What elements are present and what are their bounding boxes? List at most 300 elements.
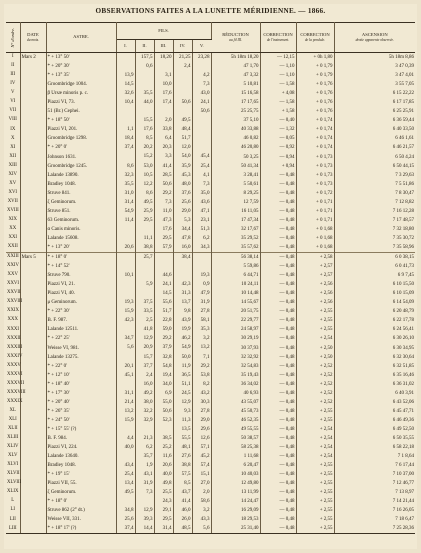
row-reduction: 50 3,25 xyxy=(211,153,260,162)
row-number: II xyxy=(6,62,20,71)
header-wire-4: IV. xyxy=(173,40,192,53)
table-row xyxy=(6,216,415,225)
row-star-name: Piazzi VI, 21. xyxy=(46,280,116,289)
row-star-name: Lalande 12511. xyxy=(46,325,116,334)
row-wire-1: 25,6 xyxy=(116,515,135,524)
row-star-name: * + 26° 35' xyxy=(46,407,116,416)
row-star-name: * + 14° 52' xyxy=(46,262,116,271)
row-wire-5: 35,3 xyxy=(192,325,211,334)
row-wire-4: 51,7 xyxy=(173,134,192,143)
row-instrument-correction: — 0,48 xyxy=(260,289,296,298)
row-wire-4: 12,9 xyxy=(173,398,192,407)
row-wire-2: 7,3 xyxy=(135,488,154,497)
table-row xyxy=(6,143,415,152)
row-wire-4: 11,3 xyxy=(173,416,192,425)
row-reduction: 17 47,34 xyxy=(211,216,260,225)
row-right-ascension: 7 32 18,80 xyxy=(392,226,415,232)
row-wire-3: 47,3 xyxy=(154,216,173,225)
row-wire-3: 50,6 xyxy=(154,407,173,416)
row-wire-3: 37,9 xyxy=(154,344,173,353)
row-right-ascension: 3 55 7,05 xyxy=(395,82,415,88)
row-star-name: Groombridge 1004. xyxy=(46,80,116,89)
row-right-ascension: 6 17 17,85 xyxy=(392,100,415,106)
row-reduction: 6 20,47 xyxy=(211,461,260,470)
row-wire-3: 41,4 xyxy=(154,162,173,171)
row-clock-correction: + 2,52 xyxy=(296,362,334,371)
row-wire-1: 34,8 xyxy=(116,506,135,515)
row-star-name: * + 15° 55' (?) xyxy=(46,425,116,434)
row-wire-4: 45,3 xyxy=(173,171,192,180)
table-row xyxy=(6,280,415,289)
row-clock-correction: + 2,55 xyxy=(296,461,334,470)
table-row xyxy=(6,515,415,524)
row-instrument-correction: — 0,48 xyxy=(260,189,296,198)
row-number: XIX xyxy=(6,216,20,225)
row-wire-5 xyxy=(192,116,211,125)
row-date xyxy=(20,325,46,334)
row-star-name: Weisse VII, 331. xyxy=(46,515,116,524)
table-row xyxy=(6,80,415,89)
header-right-ascension: ASCENSION droite apparente observée. xyxy=(334,23,415,53)
row-star-name: * + 20° 40' xyxy=(46,398,116,407)
row-number: XIII xyxy=(6,162,20,171)
row-date xyxy=(20,497,46,506)
row-wire-2: 33,5 xyxy=(135,307,154,316)
row-right-ascension: 7 25 28,36 xyxy=(334,524,415,534)
table-row xyxy=(6,125,415,134)
row-clock-correction: + 0 1,71 xyxy=(296,216,334,225)
row-date xyxy=(20,316,46,325)
row-date xyxy=(20,334,46,343)
row-clock-correction: + 2,52 xyxy=(296,380,334,389)
row-reduction: 14 55,67 xyxy=(211,298,260,307)
row-wire-1: 32,6 xyxy=(116,89,135,98)
header-clock-correction: CORRECTION de la pendule. xyxy=(296,23,334,53)
row-right-ascension: 6 58 22,18 xyxy=(392,445,415,451)
row-date xyxy=(20,107,46,116)
row-wire-1 xyxy=(116,425,135,434)
row-wire-1 xyxy=(116,353,135,362)
row-wire-1: 43,4 xyxy=(116,461,135,470)
row-wire-3: 20,3 xyxy=(154,143,173,152)
row-star-name: Bradley 1048. xyxy=(46,180,116,189)
row-wire-3 xyxy=(154,62,173,71)
row-wire-3: 29,5 xyxy=(154,515,173,524)
row-reduction: 46 20,80 xyxy=(211,143,260,152)
row-right-ascension: 6 45 47,71 xyxy=(392,408,415,414)
row-star-name: Struve 862 (2° dt.) xyxy=(46,506,116,515)
row-right-ascension: 6 46 49,36 xyxy=(392,417,415,423)
row-reduction: 43 55,07 xyxy=(211,398,260,407)
row-star-name: 51 (Br.) Cephei. xyxy=(46,107,116,116)
row-reduction: 8 29,25 xyxy=(211,189,260,198)
row-instrument-correction: — 0,48 xyxy=(260,524,296,534)
row-reduction: 30 37,93 xyxy=(211,344,260,353)
row-wire-5: 43,0 xyxy=(192,89,211,98)
row-wire-5: 58,6 xyxy=(192,497,211,506)
row-wire-3: 52,3 xyxy=(154,416,173,425)
row-wire-4 xyxy=(173,107,192,116)
row-wire-4: 9,8 xyxy=(173,307,192,316)
row-wire-5: 6,2 xyxy=(192,234,211,243)
row-wire-3: 34,0 xyxy=(154,380,173,389)
row-wire-4: 38,4 xyxy=(173,253,192,263)
table-row xyxy=(6,89,415,98)
row-wire-5: 4,1 xyxy=(192,171,211,180)
row-wire-2 xyxy=(135,425,154,434)
row-reduction: 24 58,97 xyxy=(211,325,260,334)
row-instrument-correction: — 0,48 xyxy=(260,506,296,515)
row-reduction: 5 59,86 xyxy=(211,262,260,271)
row-wire-1 xyxy=(116,262,135,271)
row-wire-3: 59,0 xyxy=(154,325,173,334)
row-wire-2: 10,5 xyxy=(135,171,154,180)
row-right-ascension: 6 24 56,41 xyxy=(392,327,415,333)
row-wire-4: 41,4 xyxy=(173,497,192,506)
row-number: XI xyxy=(6,143,20,152)
row-number: V xyxy=(6,89,20,98)
row-right-ascension: 7 5 51,86 xyxy=(395,181,415,187)
row-wire-2: 32,9 xyxy=(135,416,154,425)
row-instrument-correction: — 0,48 xyxy=(260,207,296,216)
row-number: XXXI xyxy=(6,325,20,334)
row-reduction: 30 29,19 xyxy=(211,334,260,343)
row-wire-4: 48,5 xyxy=(173,524,192,534)
row-right-ascension: 6 46 21,57 xyxy=(392,145,415,151)
row-instrument-correction: — 1,58 xyxy=(260,98,296,107)
row-number: XXXIV xyxy=(6,353,20,362)
row-star-name: Lalande 13640. xyxy=(46,452,116,461)
row-instrument-correction: — 0,48 xyxy=(260,198,296,207)
row-number: XXI xyxy=(6,234,20,243)
row-number: XLIV xyxy=(6,443,20,452)
row-wire-1 xyxy=(116,153,135,162)
row-date xyxy=(20,434,46,443)
row-wire-3 xyxy=(154,262,173,271)
row-wire-5: 47,9 xyxy=(192,289,211,298)
row-date xyxy=(20,234,46,243)
row-star-name: * + 12° 10' xyxy=(46,371,116,380)
row-wire-1: 49,5 xyxy=(116,488,135,497)
row-wire-5: 0,9 xyxy=(192,280,211,289)
row-number: XVI xyxy=(6,189,20,198)
table-row xyxy=(6,262,415,271)
row-wire-5: 45,2 xyxy=(192,452,211,461)
row-clock-correction: + 2,55 xyxy=(296,524,334,534)
row-wire-4: 35,9 xyxy=(173,162,192,171)
row-wire-4: 38,8 xyxy=(173,461,192,470)
table-row xyxy=(6,524,415,534)
row-right-ascension: 6 43 52,06 xyxy=(392,399,415,405)
row-number: XLVIII xyxy=(6,479,20,488)
row-date xyxy=(20,307,46,316)
row-instrument-correction: — 1,10 xyxy=(260,71,296,80)
row-wire-5: 34,3 xyxy=(192,243,211,253)
row-instrument-correction: — 0,92 xyxy=(260,143,296,152)
row-number: L xyxy=(6,497,20,506)
row-instrument-correction: — 0,48 xyxy=(260,425,296,434)
row-wire-2: 35,7 xyxy=(135,452,154,461)
row-right-ascension: 6 15 22,22 xyxy=(392,91,415,97)
row-wire-2: 31,9 xyxy=(135,479,154,488)
row-star-name: * + 13° 35' xyxy=(46,71,116,80)
row-reduction: 16 29,09 xyxy=(211,506,260,515)
row-reduction: 40 6,93 xyxy=(211,389,260,398)
row-instrument-correction: — 0,48 xyxy=(260,243,296,253)
row-wire-5 xyxy=(192,62,211,71)
row-right-ascension: 7 13 8,97 xyxy=(395,490,415,496)
row-wire-1: 4,4 xyxy=(116,434,135,443)
row-instrument-correction: — 0,48 xyxy=(260,515,296,524)
row-wire-3: 17,6 xyxy=(154,89,173,98)
table-row xyxy=(6,434,415,443)
row-wire-1 xyxy=(116,452,135,461)
row-clock-correction: + 2,55 xyxy=(296,479,334,488)
row-clock-correction: + 2,57 xyxy=(296,271,334,280)
row-instrument-correction: + 0,94 xyxy=(260,162,296,171)
row-wire-4: 19,9 xyxy=(173,325,192,334)
row-wire-3: 6,9 xyxy=(154,389,173,398)
row-wire-2: 32,2 xyxy=(135,407,154,416)
row-right-ascension: 7 1 8,64 xyxy=(397,454,415,460)
row-number: XLVII xyxy=(6,470,20,479)
row-wire-4: 54,9 xyxy=(173,344,192,353)
row-wire-5: 25,4 xyxy=(192,162,211,171)
header-wire-5: V. xyxy=(192,40,211,53)
row-wire-3: 33,8 xyxy=(154,125,173,134)
row-number: XXVII xyxy=(6,289,20,298)
table-row xyxy=(6,62,415,71)
row-wire-1: 10,1 xyxy=(116,271,135,280)
row-clock-correction: + 2,55 xyxy=(296,325,334,334)
row-number: LII xyxy=(6,515,20,524)
row-star-name: Struve 841. xyxy=(46,189,116,198)
row-instrument-correction: — 1,58 xyxy=(260,80,296,89)
table-row xyxy=(6,443,415,452)
row-wire-5: 43,6 xyxy=(192,198,211,207)
row-wire-4: 37,6 xyxy=(173,189,192,198)
row-wire-3: 29,1 xyxy=(154,506,173,515)
row-wire-3: 17,4 xyxy=(154,98,173,107)
row-wire-1: 35,5 xyxy=(116,180,135,189)
row-wire-2: 2,4 xyxy=(135,371,154,380)
row-wire-5 xyxy=(192,262,211,271)
row-number: XV xyxy=(6,180,20,189)
row-wire-4: 13,5 xyxy=(173,425,192,434)
table-row xyxy=(6,470,415,479)
row-wire-3: 24,3 xyxy=(154,497,173,506)
row-wire-2: 29,5 xyxy=(135,216,154,225)
row-wire-5: 29,0 xyxy=(192,416,211,425)
row-wire-3: 55,0 xyxy=(154,398,173,407)
row-star-name: * + 18° 50' xyxy=(46,116,116,125)
row-reduction: 46 0,82 xyxy=(211,134,260,143)
row-star-name: * + 18° 17' (?) xyxy=(46,524,116,534)
row-wire-3: 55,6 xyxy=(154,298,173,307)
row-date xyxy=(20,80,46,89)
row-wire-4: 2,4 xyxy=(173,62,192,71)
row-wire-5: 3,2 xyxy=(192,506,211,515)
row-wire-2: 38,0 xyxy=(135,398,154,407)
row-clock-correction: + 2,54 xyxy=(296,425,334,434)
row-number: XX xyxy=(6,225,20,234)
row-wire-3: 40,0 xyxy=(154,470,173,479)
row-wire-1: 45,1 xyxy=(116,371,135,380)
row-wire-1: 31,0 xyxy=(116,189,135,198)
row-wire-2 xyxy=(135,107,154,116)
row-wire-1 xyxy=(116,53,135,63)
row-wire-4: 24,5 xyxy=(173,389,192,398)
row-wire-3: 38,5 xyxy=(154,434,173,443)
row-clock-correction: + 0 1,74 xyxy=(296,134,334,143)
row-wire-5: 47,1 xyxy=(192,207,211,216)
table-row xyxy=(6,298,415,307)
row-wire-5: 35,0 xyxy=(192,189,211,198)
row-wire-5: 15,1 xyxy=(192,470,211,479)
row-date xyxy=(20,280,46,289)
row-right-ascension: 7 35 30,72 xyxy=(392,235,415,241)
row-wire-3: 32,8 xyxy=(154,353,173,362)
row-clock-correction: + 0 1,76 xyxy=(296,107,334,116)
page xyxy=(4,4,417,549)
row-star-name: μ Geminorum. xyxy=(46,298,116,307)
row-wire-5: 23,1 xyxy=(192,216,211,225)
table-row xyxy=(6,243,415,253)
row-date xyxy=(20,353,46,362)
table-row xyxy=(6,497,415,506)
row-date xyxy=(20,425,46,434)
row-wire-1: 15,9 xyxy=(116,307,135,316)
row-star-name: Bradley 1048. xyxy=(46,461,116,470)
row-wire-1: 13,2 xyxy=(116,407,135,416)
row-instrument-correction: — 0,48 xyxy=(260,225,296,234)
row-date xyxy=(20,262,46,271)
row-reduction: 18 29,53 xyxy=(211,515,260,524)
row-instrument-correction: — 0,48 xyxy=(260,488,296,497)
row-wire-5: 27,8 xyxy=(192,307,211,316)
row-wire-3: 29,2 xyxy=(154,189,173,198)
row-date xyxy=(20,171,46,180)
row-wire-1 xyxy=(116,253,135,263)
row-wire-2: 37,5 xyxy=(135,298,154,307)
row-reduction: 47 1,70 xyxy=(211,62,260,71)
row-wire-4: 16,0 xyxy=(173,243,192,253)
table-row xyxy=(6,407,415,416)
row-wire-5: 7,3 xyxy=(192,80,211,89)
row-reduction: 35 19,43 xyxy=(211,371,260,380)
row-wire-5: 8,2 xyxy=(192,380,211,389)
row-wire-2: 8,5 xyxy=(135,134,154,143)
row-number: IX xyxy=(6,125,20,134)
row-wire-1: 40,0 xyxy=(116,443,135,452)
row-wire-2: 2,5 xyxy=(135,316,154,325)
row-right-ascension: 6 36 59,44 xyxy=(392,118,415,124)
table-row xyxy=(6,234,415,243)
row-wire-2: 25,7 xyxy=(135,253,154,263)
header-instrument-correction: CORRECTION de l'instrument. xyxy=(260,23,296,53)
row-wire-1 xyxy=(116,225,135,234)
row-date xyxy=(20,125,46,134)
row-right-ascension: 6 30 34,95 xyxy=(392,345,415,351)
row-reduction: 32 17,67 xyxy=(211,225,260,234)
row-instrument-correction: — 0,48 xyxy=(260,389,296,398)
row-wire-2: 39,3 xyxy=(135,515,154,524)
row-wire-1: 13,4 xyxy=(116,479,135,488)
row-wire-1: 31,1 xyxy=(116,389,135,398)
row-star-name: Piazzi VI, 201. xyxy=(46,125,116,134)
row-reduction: 13 11,99 xyxy=(211,488,260,497)
row-number: VIII xyxy=(6,116,20,125)
row-wire-2 xyxy=(135,497,154,506)
row-wire-5: 29,2 xyxy=(192,362,211,371)
table-row xyxy=(6,198,415,207)
header-wire-3: III. xyxy=(154,40,173,53)
row-wire-4: 48,1 xyxy=(173,443,192,452)
row-wire-2: 43,1 xyxy=(135,470,154,479)
row-instrument-correction: — 0,48 xyxy=(260,443,296,452)
table-row xyxy=(6,506,415,515)
row-wire-4: 5,3 xyxy=(173,216,192,225)
row-wire-4: 25,6 xyxy=(173,198,192,207)
row-reduction: 25 31,40 xyxy=(211,524,260,534)
table-row xyxy=(6,225,415,234)
table-row xyxy=(6,325,415,334)
row-wire-4: 29,0 xyxy=(173,207,192,216)
row-reduction: 3 28,41 xyxy=(211,171,260,180)
row-clock-correction: + 2,55 xyxy=(296,506,334,515)
row-wire-1: 31,4 xyxy=(116,198,135,207)
row-star-name: Weisse VI, 981. xyxy=(46,344,116,353)
row-right-ascension: 7 35 58,96 xyxy=(392,245,415,250)
row-right-ascension: 6 9 7,45 xyxy=(397,273,415,279)
row-wire-3: 6,4 xyxy=(154,134,173,143)
row-right-ascension: 3 47 4,01 xyxy=(395,73,415,79)
row-right-ascension: 7 16 12,28 xyxy=(392,208,415,214)
row-instrument-correction: — 0,48 xyxy=(260,380,296,389)
row-wire-2: 12,2 xyxy=(135,180,154,189)
row-star-name: Struve 790. xyxy=(46,271,116,280)
row-clock-correction: + 0 1,68 xyxy=(296,234,334,243)
row-instrument-correction: — 0,48 xyxy=(260,234,296,243)
row-reduction: 20 51,75 xyxy=(211,307,260,316)
row-instrument-correction: — 0,48 xyxy=(260,371,296,380)
row-wire-5: 30,3 xyxy=(192,398,211,407)
row-reduction: 49 55,55 xyxy=(211,425,260,434)
row-wire-4: 26,0 xyxy=(173,515,192,524)
row-date xyxy=(20,371,46,380)
header-star: ASTRE. xyxy=(46,23,116,53)
row-wire-3: 51,7 xyxy=(154,307,173,316)
row-right-ascension: 3 47 0,39 xyxy=(395,64,415,70)
row-reduction: 56 38,14 xyxy=(211,253,260,263)
row-wire-1 xyxy=(116,234,135,243)
row-date xyxy=(20,207,46,216)
row-clock-correction: + 2,55 xyxy=(296,497,334,506)
header-wire-1: I. xyxy=(116,40,135,53)
row-right-ascension: 6 49 52,50 xyxy=(392,426,415,432)
table-row xyxy=(6,162,415,171)
table-row xyxy=(6,180,415,189)
row-right-ascension: 7 14 21,44 xyxy=(392,499,415,505)
row-wire-2 xyxy=(135,271,154,280)
row-clock-correction: + 2,50 xyxy=(296,353,334,362)
row-wire-3: 11,0 xyxy=(154,207,173,216)
table-row xyxy=(6,253,415,263)
row-wire-3: 10,0 xyxy=(154,80,173,89)
row-wire-3: 50,6 xyxy=(154,180,173,189)
table-row xyxy=(6,316,415,325)
row-date xyxy=(20,470,46,479)
